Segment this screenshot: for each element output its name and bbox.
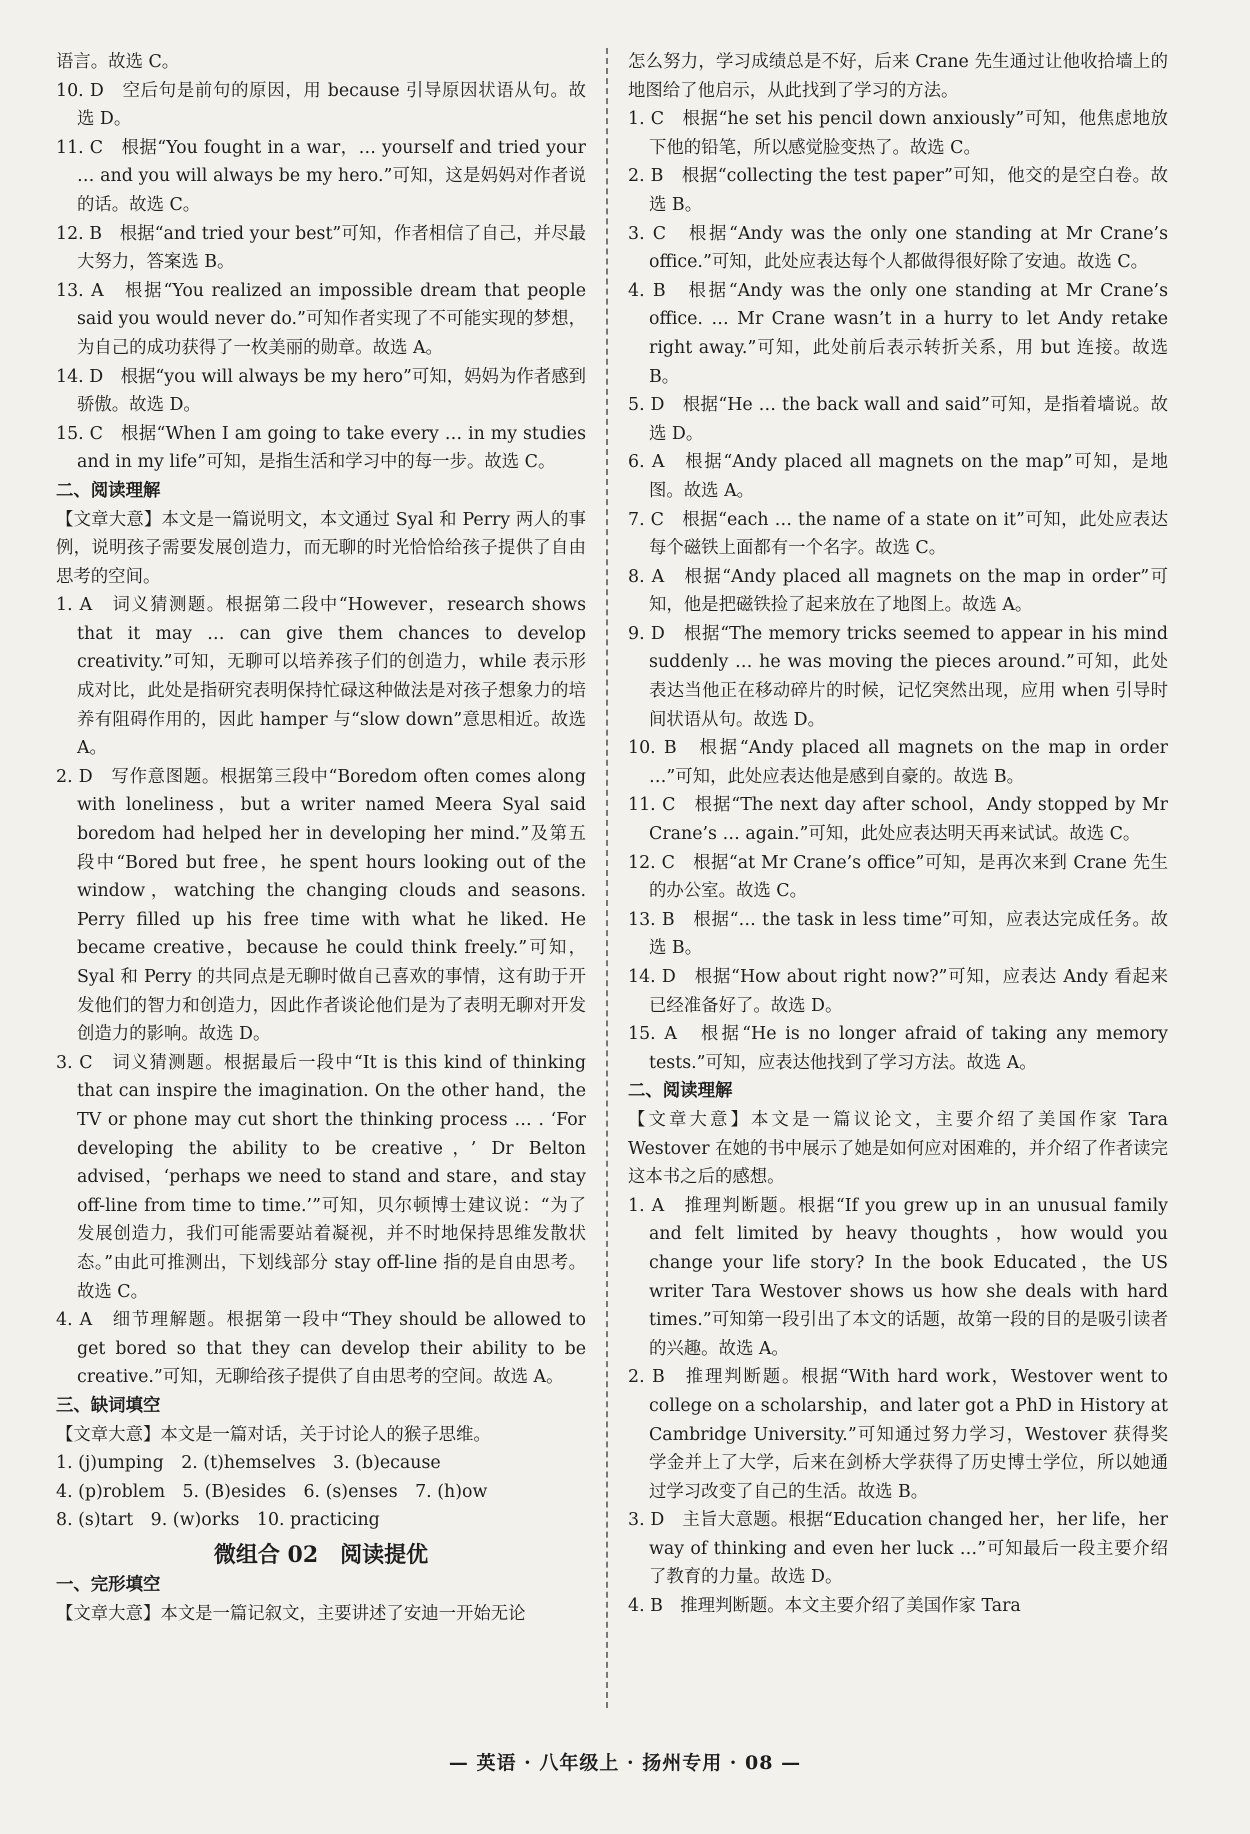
text-paragraph: 2. B 推理判断题。根据“With hard work，Westover went to college on a scholarship，and later got a PhD in History at Cambridge University.”可知通过努力学习，Westover 获得奖学金并上了大学，后来在剑桥大学获得了历史博士学位，所以她通过学习改变了自己的生活。故选 B。	[628, 1367, 1168, 1502]
text-paragraph: 【文章大意】本文是一篇议论文，主要介绍了美国作家 Tara Westover 在她的书中展示了她是如何应对困难的，并介绍了作者读完这本书之后的感想。	[628, 1109, 1168, 1188]
text-paragraph: 11. C 根据“The next day after school，Andy stopped by Mr Crane’s … again.”可知，此处应表达明天再来试试。故选 C。	[628, 795, 1168, 845]
text-paragraph: 14. D 根据“How about right now?”可知，应表达 Andy 看起来已经准备好了。故选 D。	[628, 967, 1168, 1016]
text-paragraph: 【文章大意】本文是一篇记叙文，主要讲述了安迪一开始无论	[56, 1604, 526, 1625]
section-heading: 二、阅读理解	[56, 480, 161, 501]
text-paragraph: 4. A 细节理解题。根据第一段中“They should be allowed to get bored so that they can develop their ability to be creative.”可知，无聊给孩子提供了自由思考的空间。故选 A。	[56, 1310, 586, 1388]
text-paragraph: 13. A 根据“You realized an impossible dream that people said you would never do.”可知作者实现了不可能实现的梦想，为自己的成功获得了一枚美丽的勋章。故选 A。	[56, 280, 586, 358]
text-paragraph: 8. A 根据“Andy placed all magnets on the map in order”可知，他是把磁铁捡了起来放在了地图上。故选 A。	[628, 566, 1168, 616]
text-paragraph: 10. D 空后句是前句的原因，用 because 引导原因状语从句。故选 D。	[56, 80, 586, 130]
text-paragraph: 【文章大意】本文是一篇说明文，本文通过 Syal 和 Perry 两人的事例，说明孩子需要发展创造力，而无聊的时光恰恰给孩子提供了自由思考的空间。	[56, 509, 586, 587]
section-heading: 三、缺词填空	[56, 1395, 161, 1416]
text-paragraph: 1. C 根据“he set his pencil down anxiously”可知，他焦虑地放下他的铅笔，所以感觉脸变热了。故选 C。	[628, 109, 1168, 158]
text-paragraph: 1. A 推理判断题。根据“If you grew up in an unusual family and felt limited by heavy thoughts，how would you change your life story? In the book Educated，the US writer Tara Westover shows us how she deals with hard times.”可知第一段引出了本文的话题，故第一段的目的是吸引读者的兴趣。故选 A。	[628, 1195, 1168, 1359]
text-paragraph: 2. B 根据“collecting the test paper”可知，他交的是空白卷。故选 B。	[628, 166, 1168, 215]
text-paragraph: 14. D 根据“you will always be my hero”可知，妈妈为作者感到骄傲。故选 D。	[56, 366, 586, 416]
text-paragraph: 4. B 推理判断题。本文主要介绍了美国作家 Tara	[628, 1596, 1021, 1617]
text-paragraph: 10. B 根据“Andy placed all magnets on the map in order …”可知，此处应表达他是感到自豪的。故选 B。	[628, 738, 1168, 787]
text-paragraph: 13. B 根据“… the task in less time”可知，应表达完成任务。故选 B。	[628, 909, 1168, 959]
text-paragraph: 5. D 根据“He … the back wall and said”可知，是指着墙说。故选 D。	[628, 395, 1168, 444]
text-paragraph: 1. A 词义猜测题。根据第二段中“However，research shows that it may … can give them chances to develop creativity.”可知，无聊可以培养孩子们的创造力，while 表示形成对比，此处是指研究表明保持忙碌这种做法是对孩子想象力的培养有阻碍作用的，因此 hamper 与“slow down”意思相近。故选 A。	[56, 595, 586, 759]
text-paragraph: 11. C 根据“You fought in a war，… yourself and tried your … and you will always be my hero.”可知，这是妈妈对作者说的话。故选 C。	[56, 137, 586, 215]
text-paragraph: 4. (p)roblem 5. (B)esides 6. (s)enses 7. (h)ow	[56, 1481, 488, 1502]
text-paragraph: 15. C 根据“When I am going to take every … in my studies and in my life”可知，是指生活和学习中的每一步。故选 C。	[56, 423, 586, 473]
text-paragraph: 怎么努力，学习成绩总是不好，后来 Crane 先生通过让他收拾墙上的地图给了他启示，从此找到了学习的方法。	[628, 52, 1168, 101]
text-paragraph: 12. C 根据“at Mr Crane’s office”可知，是再次来到 Crane 先生的办公室。故选 C。	[628, 852, 1168, 902]
text-paragraph: 语言。故选 C。	[56, 52, 180, 72]
text-paragraph: 12. B 根据“and tried your best”可知，作者相信了自己，并尽最大努力，答案选 B。	[56, 223, 586, 273]
text-paragraph: 2. D 写作意图题。根据第三段中“Boredom often comes along with loneliness，but a writer named Meera Syal said boredom had helped her in developing her mind.”及第五段中“Bored but free，he spent hours looking out of the window，watching the changing clouds and seasons. Perry filled up his free time with what he liked. He became creative，because he could think freely.”可知，Syal 和 Perry 的共同点是无聊时做自己喜欢的事情，这有助于开发他们的智力和创造力，因此作者谈论他们是为了表明无聊对开发创造力的影响。故选 D。	[56, 766, 586, 1045]
page-footer: — 英语 · 八年级上 · 扬州专用 · 08 —	[448, 1752, 802, 1774]
text-paragraph: 7. C 根据“each … the name of a state on it”可知，此处应表达每个磁铁上面都有一个名字。故选 C。	[628, 509, 1168, 559]
text-paragraph: 8. (s)tart 9. (w)orks 10. practicing	[56, 1510, 380, 1531]
section-heading: 微组合 02 阅读提优	[213, 1541, 429, 1568]
text-paragraph: 9. D 根据“The memory tricks seemed to appear in his mind suddenly … he was moving the pieces around.”可知，此处表达当他正在移动碎片的时候，记忆突然出现，应用 when 引导时间状语从句。故选 D。	[628, 623, 1168, 730]
right-column	[628, 48, 1168, 1621]
text-paragraph: 3. D 主旨大意题。根据“Education changed her，her life，her way of thinking and even her luck …”可知最后一段主要介绍了教育的力量。故选 D。	[628, 1510, 1168, 1588]
text-paragraph: 15. A 根据“He is no longer afraid of taking any memory tests.”可知，应表达他找到了学习方法。故选 A。	[628, 1024, 1168, 1073]
text-paragraph: 1. (j)umping 2. (t)hemselves 3. (b)ecause	[56, 1453, 441, 1474]
text-paragraph: 6. A 根据“Andy placed all magnets on the map”可知，是地图。故选 A。	[628, 452, 1168, 501]
section-heading: 一、完形填空	[56, 1575, 161, 1596]
text-paragraph: 3. C 根据“Andy was the only one standing at Mr Crane’s office.”可知，此处应表达每个人都做得很好除了安迪。故选 C。	[628, 223, 1168, 273]
text-paragraph: 3. C 词义猜测题。根据最后一段中“It is this kind of thinking that can inspire the imagination. On the other hand，the TV or phone may cut short the thinking process … . ‘For developing the ability to be creative，’ Dr Belton advised，‘perhaps we need to stand and stare，and stay off-line from time to time.’”可知，贝尔顿博士建议说：“为了发展创造力，我们可能需要站着凝视，并不时地保持思维发散状态。”由此可推测出，下划线部分 stay off-line 指的是自由思考。故选 C。	[56, 1052, 586, 1302]
section-heading: 二、阅读理解	[628, 1081, 733, 1102]
left-column	[56, 48, 586, 1629]
column-divider	[606, 48, 608, 1708]
text-paragraph: 【文章大意】本文是一篇对话，关于讨论人的猴子思维。	[56, 1424, 491, 1445]
text-paragraph: 4. B 根据“Andy was the only one standing at Mr Crane’s office. … Mr Crane wasn’t in a hurry to let Andy retake right away.”可知，此处前后表示转折关系，用 but 连接。故选 B。	[628, 280, 1168, 387]
